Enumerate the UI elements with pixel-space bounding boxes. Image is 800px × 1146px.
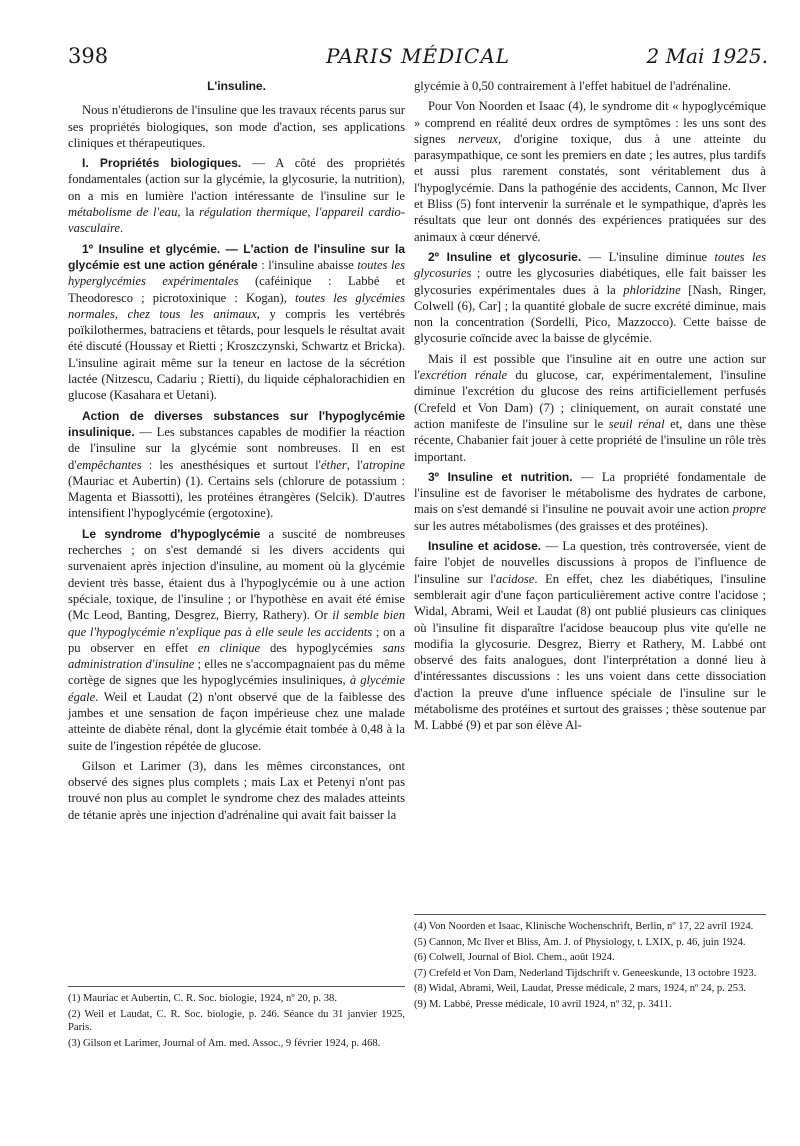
footnote: (4) Von Noorden et Isaac, Klinische Wochenschrift, Berlin, nº 17, 22 avril 1924. <box>414 921 754 932</box>
footnote: (7) Crefeld et Von Dam, Nederland Tijdschrift v. Geneeskunde, 13 octobre 1923. <box>414 967 757 979</box>
heading-acidose: Insuline et acidose. <box>428 539 542 554</box>
page-number: 398 <box>68 44 109 68</box>
paragraph-acidose: Insuline et acidose. — La question, très controversée, vient de faire l'objet de nouvelles discussions à propos de l'influence de l'insuline sur l'acidose. En effet, chez les diabétiques, l'insuline semblerait agir d'une façon particulièrement active contre l'acidose ; Widal, Abrami, Weil et Laudat (8) ont publié plusieurs cas cliniques où l'insuline fit disparaître l'acidose beaucoup plus vite qu'elle ne modifia la glycosurie. Desgrez, Bierry et Rathery, M. Labbé ont observé des faits analogues, dont l'interprétation a donné lieu à d'intéressantes discussions : les uns voient dans cette dissociation d'action la preuve d'une influence spéciale de l'insuline sur le métabolisme des protéines et surtout des graisses ; thèse soutenue par M. Labbé (9) et par son élève Al- <box>414 539 766 733</box>
heading-glycemie: 1º Insuline et glycémie. — L'action de l'insuline sur la glycémie est une action générale <box>68 241 405 272</box>
paragraph-glycosurie: 2º Insuline et glycosurie. — L'insuline diminue toutes les glycosuries ; outre les glycosuries diabétiques, elle fait baisser les glycosuries expérimentales dues à la phloridzine [Nash, Ringer, Colwell (6), Car] ; la quantité globale de sucre excrété diminue, mais non la concentration (Sordelli, Pico, Mazzocco). Cette baisse de glycosurie coïncide avec la baisse de glycémie. <box>414 249 766 346</box>
footnote: (3) Gilson et Larimer, Journal of Am. med. Assoc., 9 février 1924, p. 468. <box>68 1037 381 1049</box>
journal-title: PARIS MÉDICAL <box>325 44 511 68</box>
left-column <box>68 78 405 827</box>
footnotes-right <box>414 914 766 1013</box>
heading-substances: Action de diverses substances sur l'hypoglycémie insulinique. <box>68 408 405 439</box>
section-title: L'insuline. <box>207 79 266 93</box>
issue-date: 2 Mai 1925. <box>646 44 768 68</box>
paragraph-proprietes: I. Propriétés biologiques. — A côté des propriétés fondamentales (action sur la glycémie, la glycosurie, la nutrition), on a mis en lumière l'action intéressante de l'insuline sur le métabolisme de l'eau, la régulation thermique, l'appareil cardio-vasculaire. <box>68 156 406 236</box>
footnote: (6) Colwell, Journal of Biol. Chem., août 1924. <box>414 952 615 963</box>
footnote: (8) Widal, Abrami, Weil, Laudat, Presse médicale, 2 mars, 1924, nº 24, p. 253. <box>414 983 747 994</box>
paragraph-continuation: glycémie à 0,50 contrairement à l'effet habituel de l'adrénaline. <box>414 79 731 93</box>
page-header <box>68 44 768 76</box>
heading-glycosurie: 2º Insuline et glycosurie. <box>428 249 582 264</box>
paragraph-substances: Action de diverses substances sur l'hypoglycémie insulinique. — Les substances capables de modifier la réaction de l'insuline sur la glycémie sont nombreuses. Il en est d'empêchantes : les anesthésiques et surtout l'éther, l'atropine (Mauriac et Aubertin) (1). Certains sels (chlorure de potassium : Magenta et Biassotti), les protéines étrangères (Selcik). D'autres intensifient l'hypoglycémie (ergotoxine). <box>68 408 405 521</box>
paragraph-von-noorden: Pour Von Noorden et Isaac (4), le syndrome dit « hypoglycémique » comprend en réalité deux ordres de symptômes : les uns sont des signes nerveux, d'origine toxique, dus à une atteinte du parasympathique, ce sont les premiers en date ; les autres, plus tardifs et aussi plus rarement constatés, sont véritablement dus à l'hypoglycémie. Dans la pathogénie des accidents, Cannon, Mc Ilver et Bliss (5) font intervenir la surrénale et le sympathique, d'après les résultats que leur ont donnés des expériences pratiquées sur des animaux à cœur dénervé. <box>414 99 766 244</box>
footnote: (9) M. Labbé, Presse médicale, 10 avril 1924, nº 32, p. 3411. <box>414 998 672 1010</box>
paragraph-glycemie: 1º Insuline et glycémie. — L'action de l'insuline sur la glycémie est une action générale : l'insuline abaisse toutes les hyperglycémies expérimentales (caféinique : Labbé et Theodoresco ; picrotoxinique : Kogan), toutes les glycémies normales, chez tous les animaux, y compris les vertébrés poïkilothermes, batraciens et têtards, pour lesquels le résultat avait été discuté (Houssay et Rietti ; Kroszczynski, Schwartz et Bricka). L'insuline agirait même sur la teneur en lactose de la sécrétion lactée (Nitzescu, Cadariu ; Rietti), du liquide céphalorachidien en glucose (Kasahara et Uetani). <box>68 241 405 403</box>
heading-nutrition: 3º Insuline et nutrition. <box>428 469 573 484</box>
footnote: (5) Cannon, Mc Ilver et Bliss, Am. J. of Physiology, t. LXIX, p. 46, juin 1924. <box>414 936 746 948</box>
footnote: (2) Weil et Laudat, C. R. Soc. biologie, p. 246. Séance du 31 janvier 1925, Paris. <box>68 1008 405 1033</box>
footnotes-left <box>68 986 405 1052</box>
heading-proprietes: I. Propriétés biologiques. <box>82 156 242 171</box>
intro-paragraph: Nous n'étudierons de l'insuline que les travaux récents parus sur ses propriétés biologiques, son mode d'action, ses applications cliniques et thérapeutiques. <box>68 103 405 150</box>
right-column <box>414 78 766 738</box>
paragraph-excretion: Mais il est possible que l'insuline ait en outre une action sur l'excrétion rénale du glucose, car, expérimentalement, l'insuline diminue l'excrétion du glucose des reins artificiellement perfusés (Crefeld et Von Dam) (7) ; cliniquement, on aurait constaté une action manifeste de l'insuline sur le seuil rénal et, dans une thèse récente, Chabanier fait jouer à cette propriété de l'insuline un rôle très important. <box>414 351 766 464</box>
paragraph-gilson: Gilson et Larimer (3), dans les mêmes circonstances, ont observé des signes plus complets ; mais Lax et Petenyi n'ont pas trouvé non plus au complet le syndrome chez des malades atteints de tétanie après une injection d'adrénaline qui avait fait baisser la <box>68 758 405 822</box>
heading-syndrome: Le syndrome d'hypoglycémie <box>82 526 261 541</box>
paragraph-nutrition: 3º Insuline et nutrition. — La propriété fondamentale de l'insuline est de favoriser le métabolisme des hydrates de carbone, mais on s'est demandé si l'insuline ne pouvait avoir une action propre sur les autres métabolismes (des graisses et des protéines). <box>414 469 766 533</box>
paragraph-syndrome: Le syndrome d'hypoglycémie a suscité de nombreuses recherches ; on s'est demandé si les divers accidents qui survenaient après injection d'insuline, au moment où la glycémie devient très basse, étaient dus à l'hypoglycémie ou à une action spéciale, toxique, de l'insuline ; or l'hypothèse en avait été émise (Mc Leod, Banting, Desgrez, Bierry, Rathery). Or il semble bien que l'hypoglycémie n'explique pas à elle seule les accidents ; on a pu observer en effet en clinique des hypoglycémies sans administration d'insuline ; elles ne s'accompagnaient pas du même cortège de signes que les hypoglycémies insuliniques, à glycémie égale. Weil et Laudat (2) n'ont observé que de la faiblesse des jambes et une sensation de façon impérieuse chez une malade atteinte de diabète rénal, dont la glycémie était tombée à 0,48 à la suite de l'ingestion répétée de glucose. <box>68 526 405 753</box>
footnote: (1) Mauriac et Aubertin, C. R. Soc. biologie, 1924, nº 20, p. 38. <box>68 993 337 1004</box>
